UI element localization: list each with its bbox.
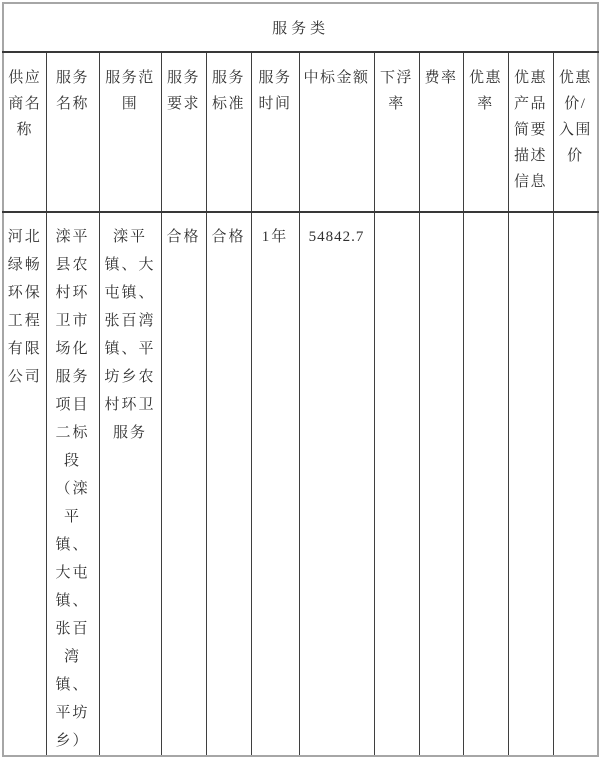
header-supplier-name: 供应商名称 — [3, 52, 46, 212]
header-service-standard: 服务标准 — [206, 52, 251, 212]
header-preferential-product-description: 优惠产品简要描述信息 — [508, 52, 553, 212]
cell-supplier-name: 河北绿畅环保工程有限公司 — [3, 212, 46, 756]
cell-service-name: 滦平县农村环卫市场化服务项目二标段（滦平镇、大屯镇、张百湾镇、平坊乡） — [46, 212, 99, 756]
header-service-scope: 服务范围 — [99, 52, 161, 212]
cell-discount-rate — [374, 212, 419, 756]
cell-preferential-rate — [463, 212, 508, 756]
header-fee-rate: 费率 — [419, 52, 463, 212]
header-service-requirement: 服务要求 — [161, 52, 206, 212]
cell-service-time: 1年 — [251, 212, 299, 756]
cell-bid-amount: 54842.7 — [299, 212, 374, 756]
header-preferential-rate: 优惠率 — [463, 52, 508, 212]
cell-service-scope: 滦平镇、大屯镇、张百湾镇、平坊乡农村环卫服务 — [99, 212, 161, 756]
cell-service-requirement: 合格 — [161, 212, 206, 756]
table-title-row — [3, 3, 598, 52]
cell-service-standard: 合格 — [206, 212, 251, 756]
table-header-row — [3, 52, 598, 212]
header-bid-amount: 中标金额 — [299, 52, 374, 212]
cell-fee-rate — [419, 212, 463, 756]
table-title: 服务类 — [3, 3, 598, 52]
header-preferential-price: 优惠价/入围价 — [553, 52, 598, 212]
service-category-table — [2, 2, 599, 757]
cell-preferential-product-description — [508, 212, 553, 756]
header-service-time: 服务时间 — [251, 52, 299, 212]
table-data-row — [3, 212, 598, 756]
cell-preferential-price — [553, 212, 598, 756]
header-discount-rate: 下浮率 — [374, 52, 419, 212]
header-service-name: 服务名称 — [46, 52, 99, 212]
